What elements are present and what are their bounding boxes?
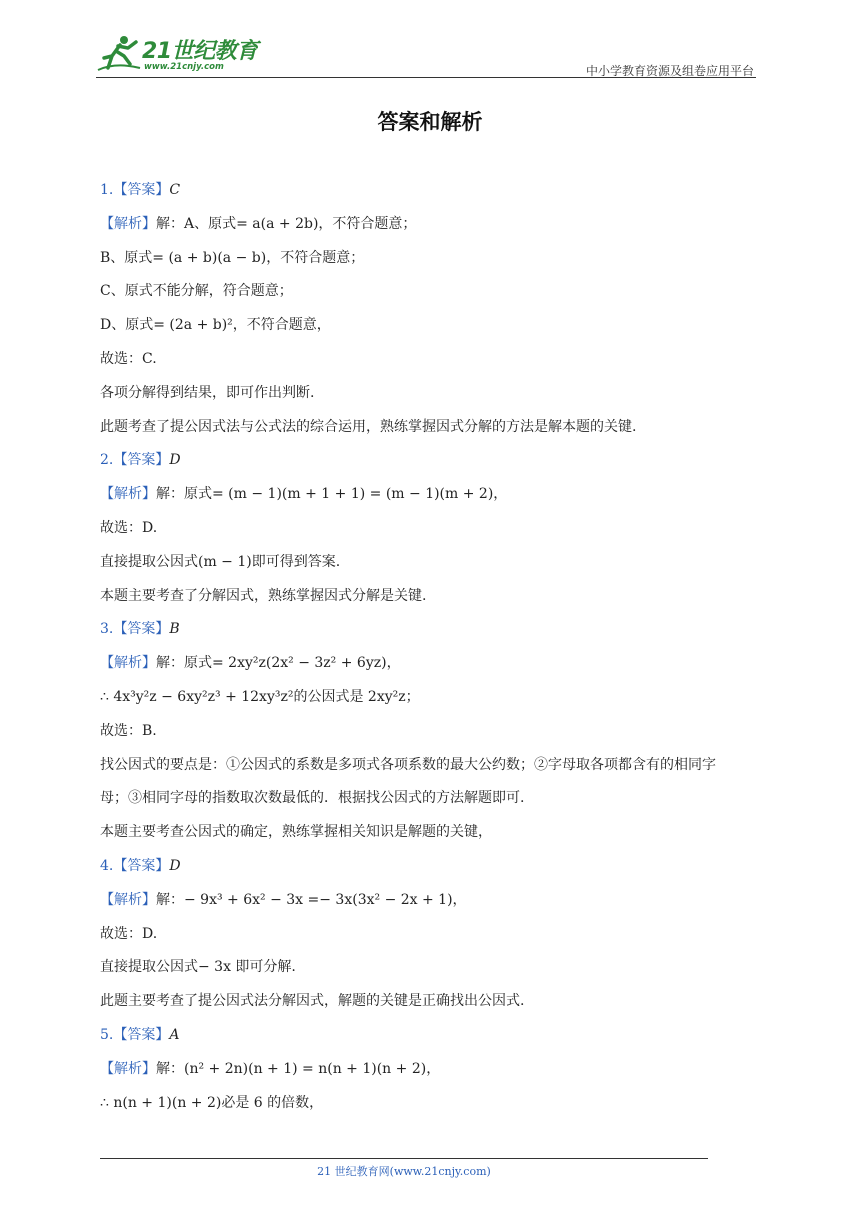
answer-line	[100, 1025, 179, 1045]
question-number: 4.	[100, 858, 114, 874]
answer-label: 【答案】	[113, 1027, 170, 1043]
logo-url: www.21cnjy.com	[144, 62, 224, 72]
answer-line	[100, 180, 180, 200]
answer-choice: B	[169, 621, 180, 638]
answer-line	[100, 450, 181, 470]
question-number: 3.	[100, 621, 114, 638]
analysis-label: 【解析】	[100, 486, 156, 503]
explanation-line: 本题主要考查公因式的确定，熟练掌握相关知识是解题的关键，	[100, 824, 492, 841]
analysis-line	[100, 653, 401, 673]
explanation-line: 母；③相同字母的指数取次数最低的．根据找公因式的方法解题即可.	[100, 790, 525, 807]
explanation-line: 各项分解得到结果，即可作出判断.	[100, 384, 315, 401]
answer-line	[100, 619, 180, 639]
explanation-line: D、原式= (2a + b)²，不符合题意，	[100, 317, 331, 334]
page-footer: 21 世纪教育网(www.21cnjy.com)	[317, 1165, 491, 1178]
site-logo[interactable]	[96, 30, 266, 78]
analysis-line	[100, 890, 467, 910]
platform-name: 中小学教育资源及组卷应用平台	[585, 64, 754, 78]
analysis-text: 解：原式= (m − 1)(m + 1 + 1) = (m − 1)(m + 2)，	[156, 486, 508, 503]
runner-logo-icon	[96, 34, 142, 74]
answer-label: 【答案】	[113, 182, 170, 198]
question-number: 2.	[100, 452, 114, 469]
answer-line	[100, 856, 181, 876]
explanation-line: B、原式= (a + b)(a − b)，不符合题意；	[100, 249, 365, 266]
footer-divider	[100, 1158, 708, 1159]
explanation-line: C、原式不能分解，符合题意；	[100, 283, 293, 300]
answer-choice: C	[169, 182, 181, 198]
explanation-line: ∴ 4x³y²z − 6xy²z³ + 12xy³z²的公因式是 2xy²z；	[100, 689, 420, 705]
explanation-line: 此题主要考查了提公因式法分解因式，解题的关键是正确找出公因式.	[100, 993, 525, 1010]
analysis-text: 解：(n² + 2n)(n + 1) = n(n + 1)(n + 2)，	[156, 1060, 441, 1077]
explanation-line: 故选：B.	[100, 722, 157, 739]
analysis-line	[100, 1059, 440, 1079]
analysis-text: 解：− 9x³ + 6x² − 3x =− 3x(3x² − 2x + 1)，	[156, 891, 467, 908]
explanation-line: ∴ n(n + 1)(n + 2)必是 6 的倍数，	[100, 1094, 324, 1111]
question-number: 5.	[100, 1027, 114, 1043]
answer-choice: D	[169, 452, 181, 469]
analysis-label: 【解析】	[100, 1060, 156, 1077]
question-number: 1.	[100, 182, 114, 198]
explanation-line: 直接提取公因式− 3x 即可分解.	[100, 959, 296, 976]
answer-label: 【答案】	[113, 452, 170, 469]
explanation-line: 找公因式的要点是：①公因式的系数是多项式各项系数的最大公约数；②字母取各项都含有的相同字	[100, 756, 716, 773]
analysis-text: 解：原式= 2xy²z(2x² − 3z² + 6yz)，	[156, 655, 401, 672]
explanation-line: 直接提取公因式(m − 1)即可得到答案.	[100, 553, 341, 570]
analysis-label: 【解析】	[100, 655, 156, 672]
page-header	[96, 30, 756, 80]
page-title: 答案和解析	[377, 110, 483, 134]
logo-text: 21世纪教育	[142, 39, 258, 64]
analysis-label: 【解析】	[100, 215, 156, 232]
answer-choice: A	[169, 1027, 180, 1043]
explanation-line: 此题考查了提公因式法与公式法的综合运用，熟练掌握因式分解的方法是解本题的关键.	[100, 418, 637, 435]
answer-choice: D	[169, 858, 181, 874]
answer-label: 【答案】	[113, 858, 170, 874]
analysis-line	[100, 484, 507, 504]
analysis-line	[100, 214, 416, 234]
explanation-line: 本题主要考查了分解因式，熟练掌握因式分解是关键.	[100, 587, 427, 604]
header-divider	[96, 77, 756, 78]
answer-label: 【答案】	[113, 621, 170, 638]
analysis-label: 【解析】	[100, 891, 156, 908]
explanation-line: 故选：D.	[100, 925, 158, 942]
explanation-line: 故选：C.	[100, 351, 157, 367]
analysis-text: 解：A、原式= a(a + 2b)，不符合题意；	[156, 215, 417, 232]
explanation-line: 故选：D.	[100, 520, 158, 536]
